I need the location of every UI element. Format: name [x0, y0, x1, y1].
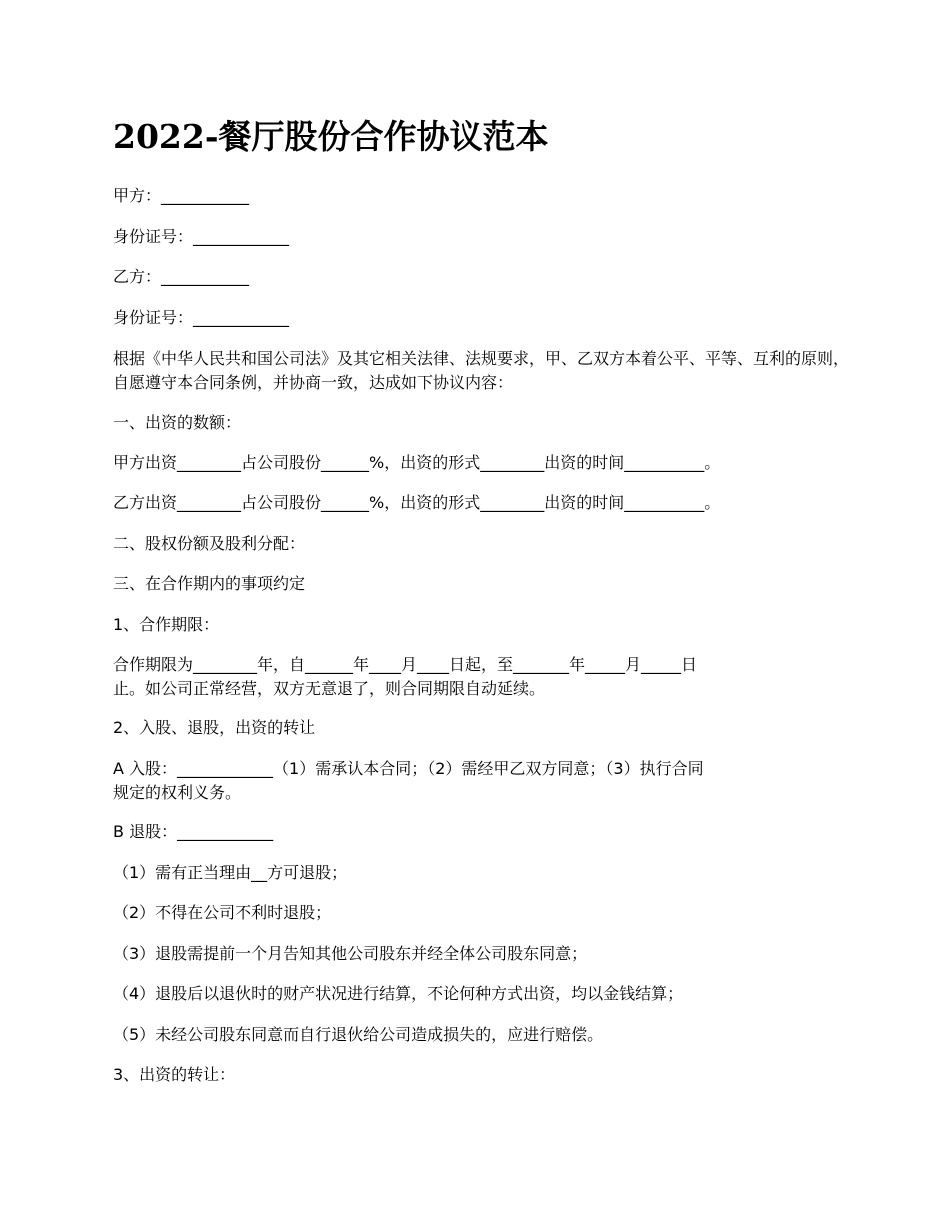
withdraw-line: B 退股：____________	[113, 822, 274, 841]
withdraw-item-2: （2）不得在公司不利时退股；	[113, 903, 332, 922]
party-a-capital-line: 甲方出资________占公司股份______%，出资的形式________出资的时间__________。	[113, 453, 721, 472]
clause-heading-transfer: 2、入股、退股，出资的转让	[113, 718, 316, 737]
preamble-paragraph: 根据《中华人民共和国公司法》及其它相关法律、法规要求，甲、乙双方本着公平、平等、互利的原则，自愿遵守本合同条例，并协商一致，达成如下协议内容：	[113, 349, 850, 392]
party-a-line: 甲方：___________	[113, 186, 250, 205]
section-heading-shares: 二、股权份额及股利分配：	[113, 534, 306, 553]
withdraw-item-3: （3）退股需提前一个月告知其他公司股东并经全体公司股东同意；	[113, 944, 588, 963]
withdraw-item-1: （1）需有正当理由__方可退股；	[113, 863, 348, 882]
withdraw-item-5: （5）未经公司股东同意而自行退伙给公司造成损失的，应进行赔偿。	[113, 1025, 604, 1044]
document-title: 2022-餐厅股份合作协议范本	[113, 117, 549, 156]
join-paragraph: A 入股：____________（1）需承认本合同；（2）需经甲乙双方同意；（3）执行合同 规定的权利义务。	[113, 759, 704, 802]
party-b-id-line: 身份证号：____________	[113, 308, 290, 327]
section-heading-terms: 三、在合作期内的事项约定	[113, 574, 306, 593]
clause-heading-period: 1、合作期限：	[113, 615, 220, 634]
withdraw-item-4: （4）退股后以退伙时的财产状况进行结算，不论何种方式出资，均以金钱结算；	[113, 984, 684, 1003]
section-heading-capital: 一、出资的数额：	[113, 413, 242, 432]
period-paragraph: 合作期限为________年，自______年____月____日起，至_______年_____月_____日 止。如公司正常经营，双方无意退了，则合同期限自动延续。	[113, 655, 698, 698]
party-b-capital-line: 乙方出资________占公司股份______%，出资的形式________出资的时间__________。	[113, 493, 721, 512]
party-a-id-line: 身份证号：____________	[113, 227, 290, 246]
party-b-line: 乙方：___________	[113, 267, 250, 286]
clause-heading-capital-transfer: 3、出资的转让：	[113, 1065, 236, 1084]
